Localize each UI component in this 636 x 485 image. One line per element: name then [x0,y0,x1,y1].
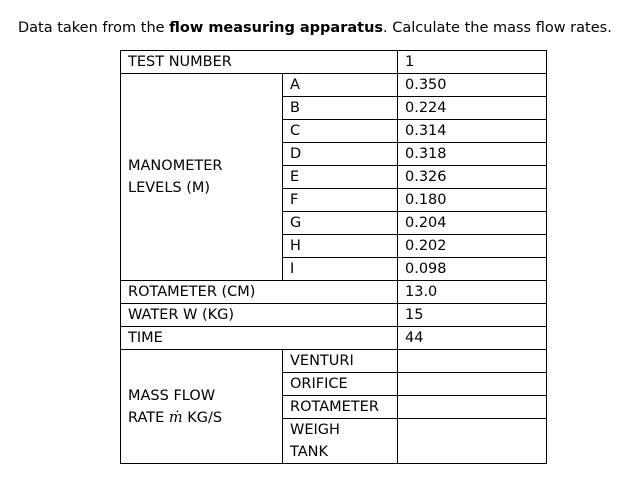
instruction-text [18,18,628,38]
manometer-label: MANOMETER LEVELS (M) [121,74,283,281]
water-value: 15 [398,304,547,327]
mass-flow-symbol: ṁ [168,409,183,426]
manometer-letter: H [283,235,398,258]
method-rotameter: ROTAMETER [283,396,398,419]
table-row [121,327,547,350]
manometer-letter: I [283,258,398,281]
table-row [121,281,547,304]
manometer-letter: E [283,166,398,189]
time-value: 44 [398,327,547,350]
table-row [121,51,547,74]
table-row [121,350,547,373]
instruction-post: . Calculate the mass flow rates. [383,20,612,36]
mass-flow-value-cell [398,396,547,419]
test-number-value: 1 [398,51,547,74]
flow-data-table [120,50,547,464]
manometer-value: 0.314 [398,120,547,143]
time-label: TIME [121,327,398,350]
mass-flow-value-cell [398,350,547,373]
manometer-value: 0.224 [398,97,547,120]
manometer-letter: B [283,97,398,120]
table-row [121,74,547,97]
method-venturi: VENTURI [283,350,398,373]
mass-flow-label: MASS FLOW RATE ṁ KG/S [121,350,283,464]
manometer-value: 0.318 [398,143,547,166]
manometer-letter: C [283,120,398,143]
manometer-letter: D [283,143,398,166]
manometer-letter: A [283,74,398,97]
manometer-value: 0.098 [398,258,547,281]
manometer-value: 0.180 [398,189,547,212]
method-weigh-tank: WEIGH TANK [283,419,398,464]
manometer-value: 0.202 [398,235,547,258]
manometer-letter: G [283,212,398,235]
mass-flow-value-cell [398,373,547,396]
rotameter-value: 13.0 [398,281,547,304]
mass-flow-value-cell [398,419,547,464]
method-orifice: ORIFICE [283,373,398,396]
manometer-letter: F [283,189,398,212]
instruction-bold: flow measuring apparatus [169,20,384,36]
manometer-value: 0.350 [398,74,547,97]
water-label: WATER W (KG) [121,304,398,327]
test-number-label: TEST NUMBER [121,51,398,74]
manometer-value: 0.326 [398,166,547,189]
instruction-pre: Data taken from the [18,20,170,36]
table-row [121,304,547,327]
rotameter-label: ROTAMETER (CM) [121,281,398,304]
manometer-value: 0.204 [398,212,547,235]
